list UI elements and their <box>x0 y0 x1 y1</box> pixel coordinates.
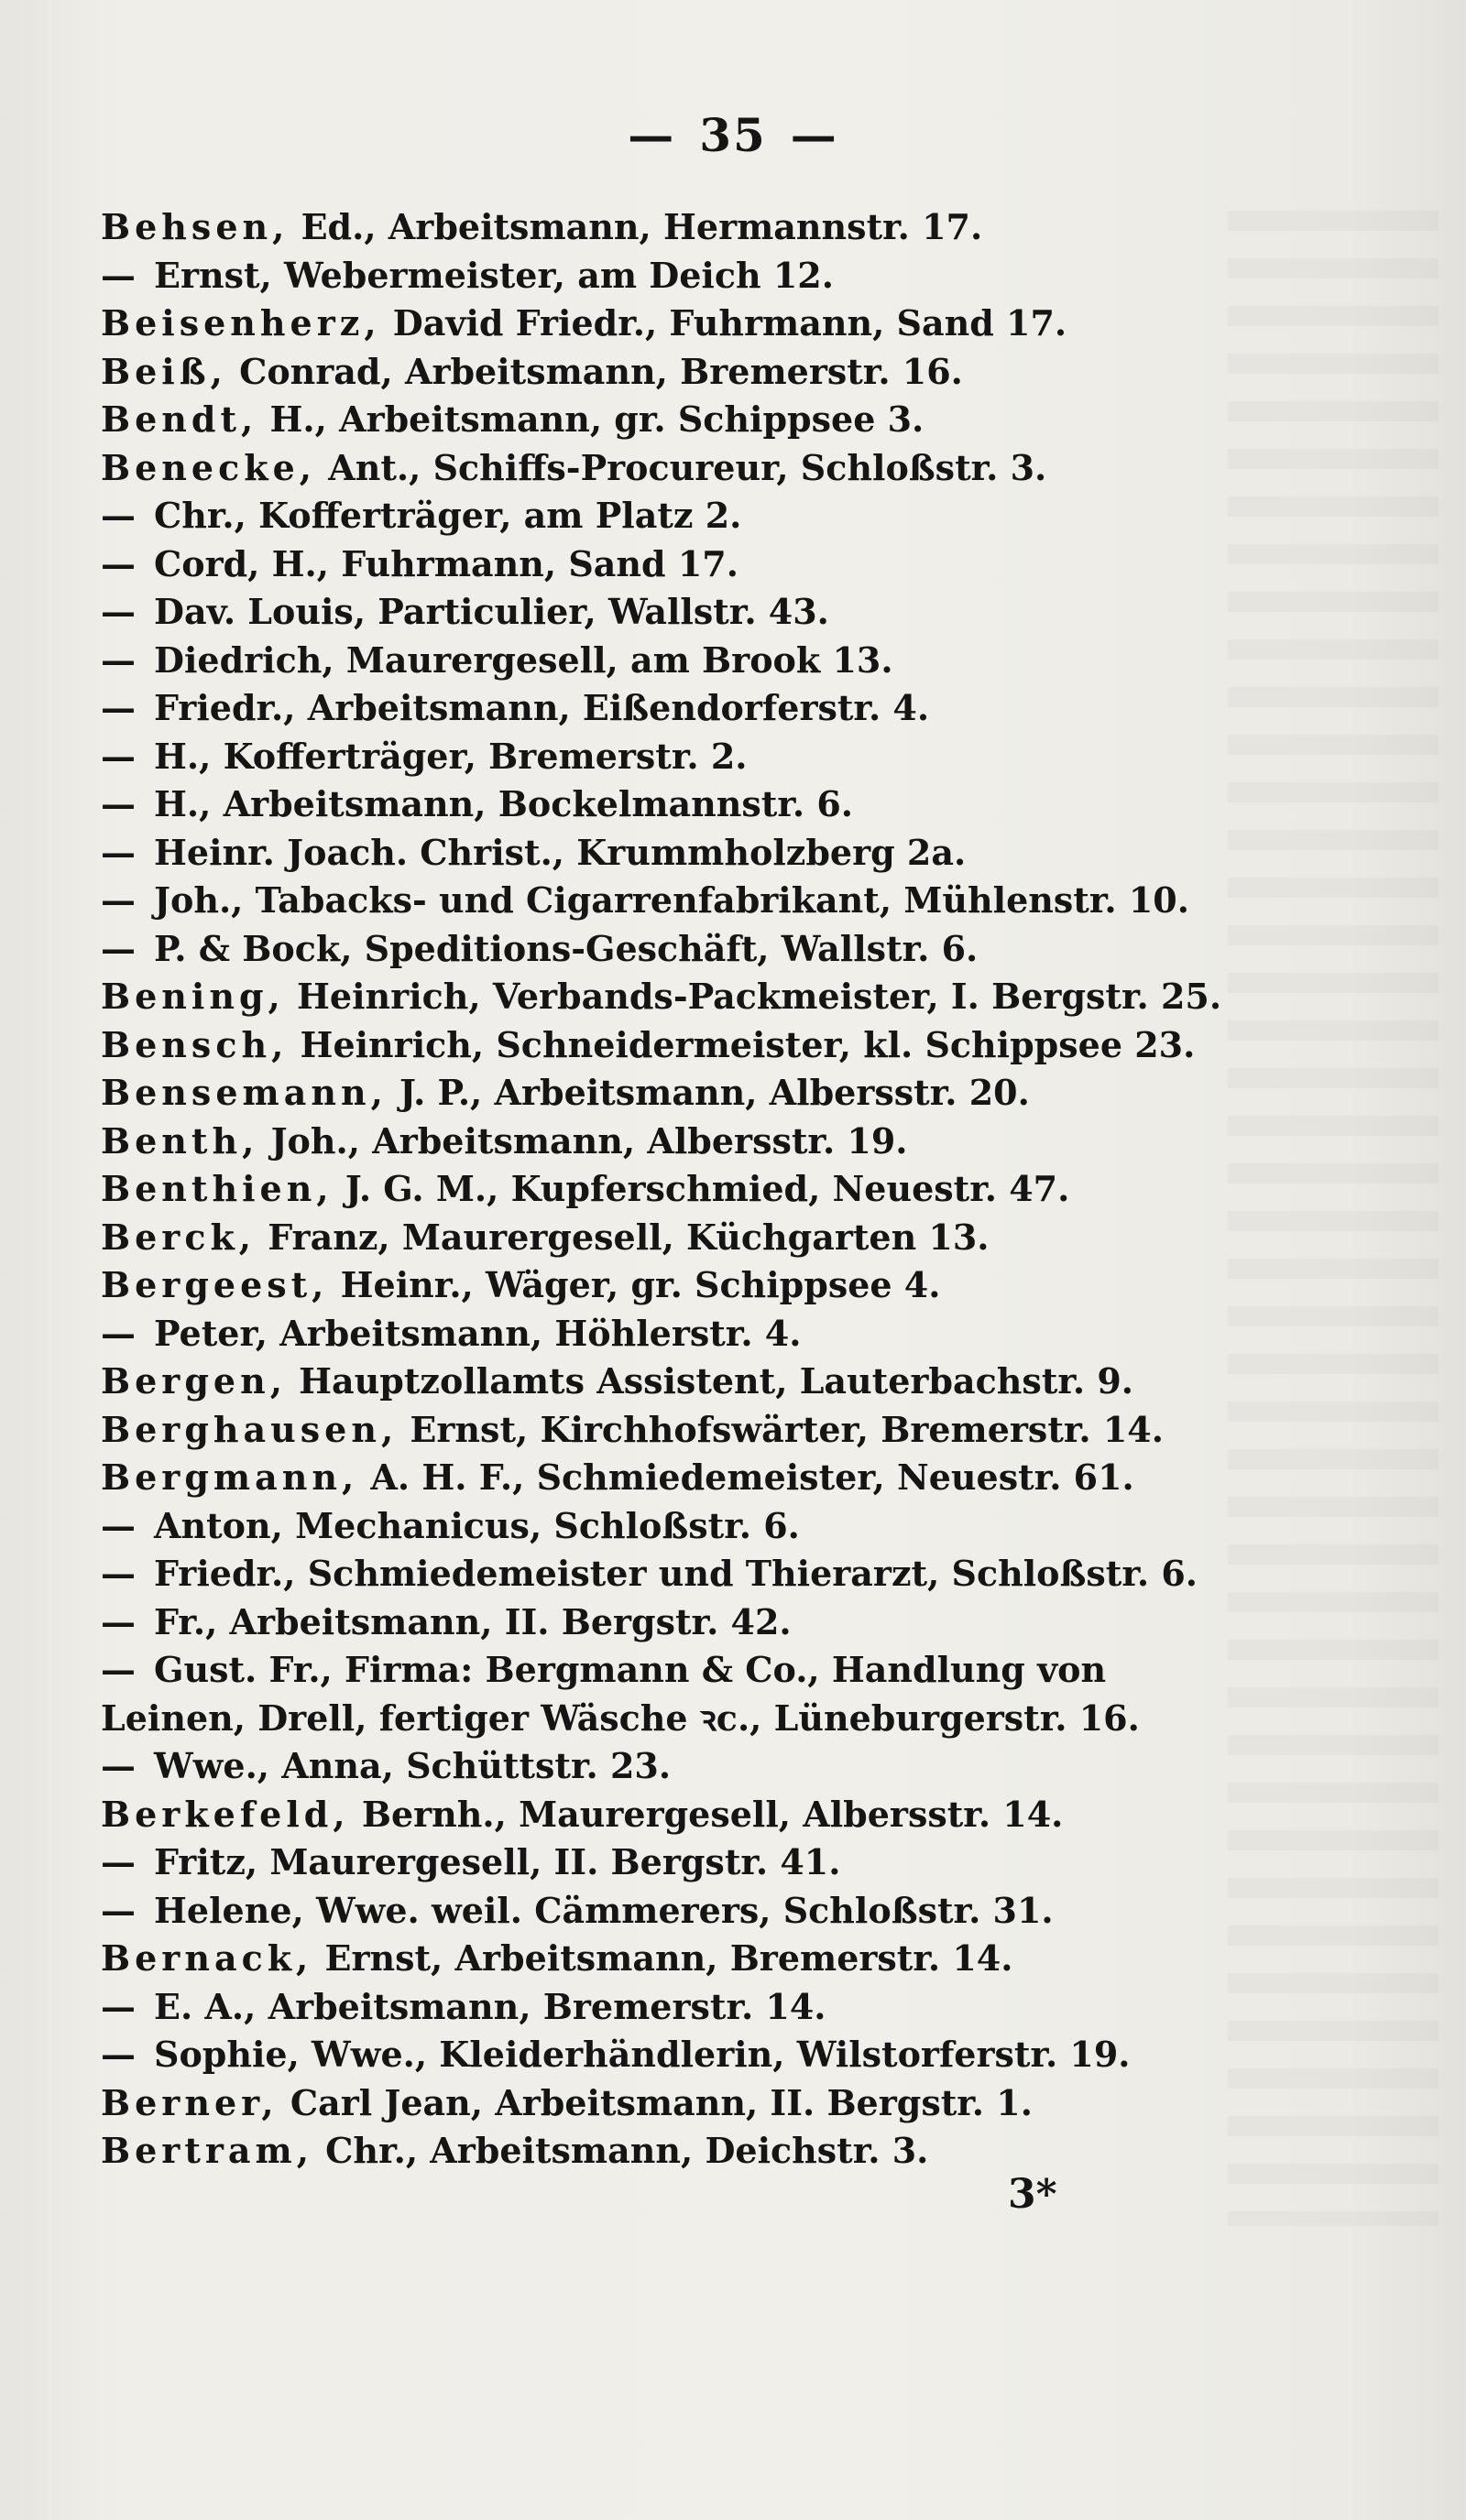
directory-entry <box>101 1454 1274 1502</box>
entry-surname: Benth, <box>101 1119 259 1162</box>
entry-details: Ernst, Webermeister, am Deich 12. <box>154 254 834 296</box>
entry-details: J. G. M., Kupferschmied, Neuestr. 47. <box>333 1168 1070 1209</box>
entry-details: E. A., Arbeitsmann, Bremerstr. 14. <box>154 1985 826 2027</box>
directory-entry <box>101 637 1274 685</box>
ditto-dash: — <box>101 591 136 632</box>
directory-entry <box>101 2031 1274 2079</box>
entry-details: Diedrich, Maurergesell, am Brook 13. <box>154 638 893 681</box>
entry-details: J. P., Arbeitsmann, Albersstr. 20. <box>387 1072 1030 1113</box>
ditto-dash: — <box>101 254 136 296</box>
entry-details: Heinr. Joach. Christ., Krummholzberg 2a. <box>154 831 967 873</box>
page-header <box>0 108 1466 162</box>
ditto-dash: — <box>101 542 136 584</box>
entry-details: Heinr., Wäger, gr. Schippsee 4. <box>328 1264 941 1305</box>
entry-surname: Berner, <box>101 2081 279 2123</box>
directory-entry <box>101 733 1274 781</box>
entry-details: Heinrich, Schneidermeister, kl. Schippsee 23. <box>288 1023 1196 1065</box>
ditto-dash: — <box>101 831 136 873</box>
directory-entry <box>101 1165 1274 1214</box>
entry-details: Leinen, Drell, fertiger Wäsche ꝛc., Lüneburgerstr. 16. <box>101 1696 1140 1739</box>
entry-details: Chr., Kofferträger, am Platz 2. <box>154 495 742 536</box>
directory-entry <box>101 1406 1274 1455</box>
directory-entry <box>101 444 1274 493</box>
directory-entry <box>101 300 1274 348</box>
entry-details: H., Kofferträger, Bremerstr. 2. <box>154 735 748 777</box>
ditto-dash: — <box>101 1504 136 1546</box>
entry-surname: Bensemann, <box>101 1072 388 1113</box>
ditto-dash: — <box>101 927 136 969</box>
directory-entry <box>101 1598 1274 1647</box>
directory-entry <box>101 1310 1274 1358</box>
entry-details: Gust. Fr., Firma: Bergmann & Co., Handlung von <box>154 1649 1107 1690</box>
page-number: 35 <box>699 108 767 162</box>
directory-entry <box>101 1261 1274 1310</box>
entry-details: Joh., Arbeitsmann, Albersstr. 19. <box>258 1119 908 1162</box>
ditto-dash: — <box>101 1600 136 1642</box>
entry-details: Heinrich, Verbands-Packmeister, I. Bergstr. 25. <box>284 976 1222 1017</box>
entry-surname: Beisenherz, <box>101 302 381 344</box>
entry-details: Hauptzollamts Assistent, Lauterbachstr. 9. <box>286 1360 1133 1402</box>
entry-details: Franz, Maurergesell, Küchgarten 13. <box>256 1216 990 1258</box>
directory-entry <box>101 252 1274 300</box>
ditto-dash: — <box>101 1985 136 2027</box>
directory-entry <box>101 588 1274 637</box>
entry-details: Ernst, Kirchhofswärter, Bremerstr. 14. <box>398 1408 1164 1450</box>
directory-entry <box>101 1742 1274 1791</box>
entry-details: Bernh., Maurergesell, Albersstr. 14. <box>349 1793 1064 1835</box>
directory-entry <box>101 1021 1274 1070</box>
entry-surname: Bertram, <box>101 2130 313 2171</box>
entry-details: A. H. F., Schmiedemeister, Neuestr. 61. <box>358 1456 1134 1498</box>
entry-details: David Friedr., Fuhrmann, Sand 17. <box>380 302 1067 344</box>
ditto-dash: — <box>101 638 136 681</box>
directory-entry <box>101 1214 1274 1262</box>
entry-surname: Bergmann, <box>101 1456 359 1498</box>
directory-entry <box>101 1838 1274 1887</box>
entry-details: Sophie, Wwe., Kleiderhändlerin, Wilstorferstr. 19. <box>154 2034 1131 2075</box>
directory-entry <box>101 203 1274 252</box>
ditto-dash: — <box>101 1889 136 1931</box>
entry-details: Anton, Mechanicus, Schloßstr. 6. <box>154 1504 800 1546</box>
ditto-dash: — <box>101 2034 136 2075</box>
entry-surname: Bergeest, <box>101 1264 329 1305</box>
directory-entries <box>101 203 1274 2176</box>
entry-surname: Bendt, <box>101 398 258 440</box>
entry-surname: Berkefeld, <box>101 1793 350 1835</box>
directory-entry <box>101 1983 1274 2032</box>
directory-entry <box>101 1069 1274 1118</box>
entry-surname: Bening, <box>101 976 285 1017</box>
ditto-dash: — <box>101 1649 136 1690</box>
directory-entry <box>101 540 1274 589</box>
directory-entry <box>101 780 1274 829</box>
ditto-dash: — <box>101 735 136 777</box>
ditto-dash: — <box>101 1553 136 1594</box>
entry-details: Ed., Arbeitsmann, Hermannstr. 17. <box>289 206 983 247</box>
entry-details: Conrad, Arbeitsmann, Bremerstr. 16. <box>226 350 963 392</box>
entry-surname: Beiß, <box>101 350 227 392</box>
directory-entry <box>101 1550 1274 1598</box>
entry-surname: Bergen, <box>101 1360 287 1402</box>
directory-entry <box>101 1646 1274 1695</box>
entry-details: Cord, H., Fuhrmann, Sand 17. <box>154 542 738 584</box>
ditto-dash: — <box>101 1745 136 1786</box>
entry-details: Helene, Wwe. weil. Cämmerers, Schloßstr. 31. <box>154 1889 1054 1931</box>
directory-entry <box>101 829 1274 878</box>
entry-details: Ernst, Arbeitsmann, Bremerstr. 14. <box>312 1937 1013 1979</box>
directory-entry <box>101 1887 1274 1936</box>
entry-surname: Bensch, <box>101 1023 289 1065</box>
entry-details: Fritz, Maurergesell, II. Bergstr. 41. <box>154 1841 841 1882</box>
entry-surname: Berghausen, <box>101 1408 399 1450</box>
directory-entry <box>101 1695 1274 1743</box>
entry-details: Joh., Tabacks- und Cigarrenfabrikant, Mühlenstr. 10. <box>154 879 1189 921</box>
entry-surname: Behsen, <box>101 206 290 247</box>
entry-details: Ant., Schiffs-Procureur, Schloßstr. 3. <box>315 446 1047 488</box>
entry-details: Friedr., Arbeitsmann, Eißendorferstr. 4. <box>154 687 930 728</box>
directory-entry <box>101 1791 1274 1839</box>
directory-entry <box>101 2079 1274 2128</box>
directory-entry <box>101 684 1274 733</box>
directory-entry <box>101 925 1274 974</box>
directory-entry <box>101 1358 1274 1406</box>
directory-entry <box>101 2127 1274 2176</box>
ditto-dash: — <box>101 783 136 824</box>
directory-entry <box>101 492 1274 540</box>
ditto-dash: — <box>101 495 136 536</box>
entry-details: H., Arbeitsmann, Bockelmannstr. 6. <box>154 783 854 824</box>
entry-surname: Benthien, <box>101 1168 334 1209</box>
entry-details: H., Arbeitsmann, gr. Schippsee 3. <box>257 398 924 440</box>
directory-entry <box>101 1502 1274 1551</box>
entry-surname: Bernack, <box>101 1937 313 1979</box>
directory-entry <box>101 1118 1274 1166</box>
entry-details: Friedr., Schmiedemeister und Thierarzt, Schloßstr. 6. <box>154 1553 1198 1594</box>
directory-entry <box>101 1935 1274 1983</box>
entry-details: P. & Bock, Speditions-Geschäft, Wallstr. 6. <box>154 927 979 969</box>
header-dash-left: — <box>628 108 676 162</box>
ditto-dash: — <box>101 687 136 728</box>
directory-entry <box>101 348 1274 397</box>
directory-entry <box>101 396 1274 444</box>
entry-details: Wwe., Anna, Schüttstr. 23. <box>154 1745 672 1786</box>
directory-entry <box>101 973 1274 1021</box>
ditto-dash: — <box>101 1312 136 1354</box>
ditto-dash: — <box>101 1841 136 1882</box>
entry-details: Peter, Arbeitsmann, Höhlerstr. 4. <box>154 1312 802 1354</box>
ditto-dash: — <box>101 879 136 921</box>
entry-details: Chr., Arbeitsmann, Deichstr. 3. <box>312 2130 929 2171</box>
header-dash-right: — <box>790 108 838 162</box>
directory-entry <box>101 877 1274 925</box>
entry-surname: Benecke, <box>101 446 316 488</box>
entry-details: Carl Jean, Arbeitsmann, II. Bergstr. 1. <box>278 2081 1033 2123</box>
signature-mark: 3* <box>1008 2171 1057 2218</box>
entry-details: Dav. Louis, Particulier, Wallstr. 43. <box>154 591 829 632</box>
entry-details: Fr., Arbeitsmann, II. Bergstr. 42. <box>154 1600 792 1642</box>
entry-surname: Berck, <box>101 1216 257 1258</box>
